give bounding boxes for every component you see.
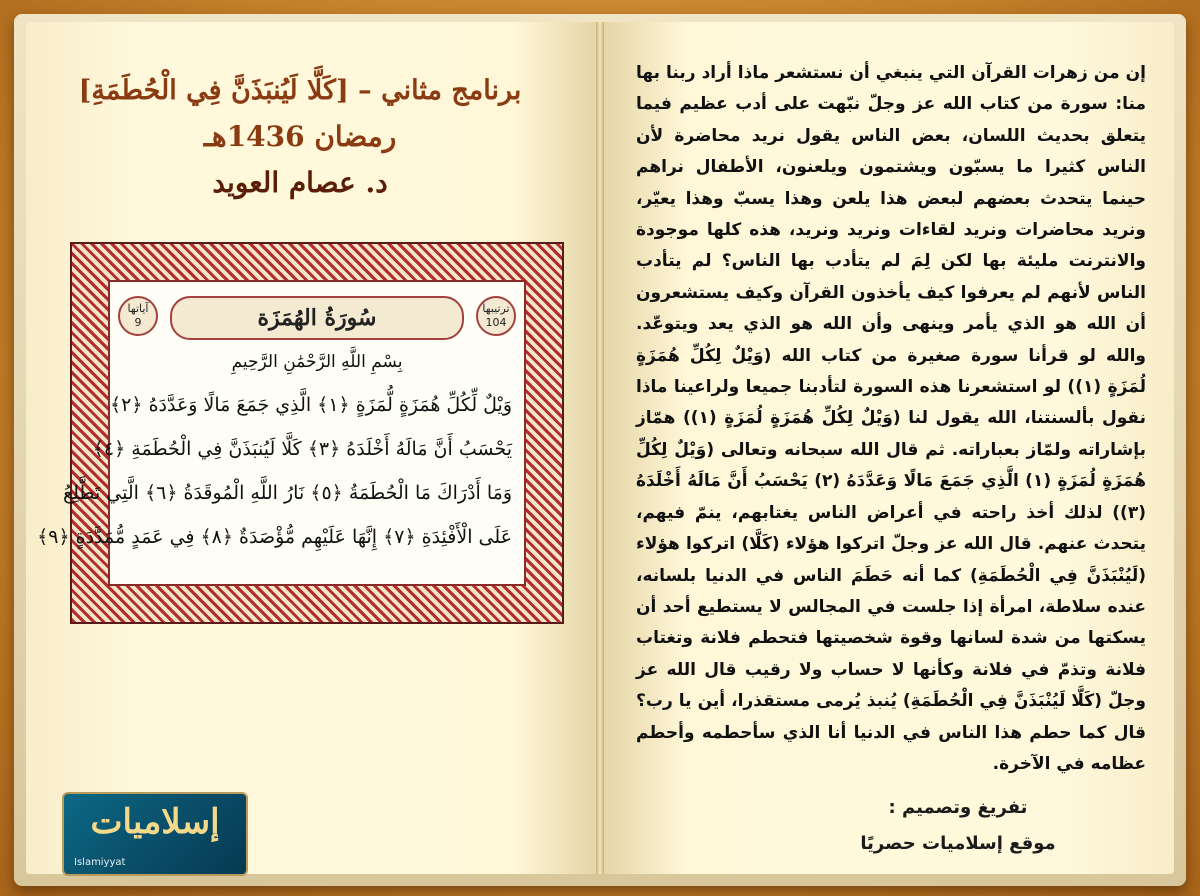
ayah-line: يَحْسَبُ أَنَّ مَالَهُ أَخْلَدَهُ ﴿٣﴾ كَلَّا لَيُنبَذَنَّ فِي الْحُطَمَةِ ﴿٤﴾ [92,438,512,460]
verse-count-roundel: آياتها 9 [118,296,158,336]
credit-label: تفريغ وتصميم : [888,797,1028,818]
islamiyyat-logo [62,792,248,876]
verse-count: 9 [134,316,142,329]
mushaf-frame [37,280,526,586]
program-title-block [40,68,560,206]
surah-title: سُورَةُ الهُمَزَة [170,296,464,340]
surah-number: 104 [485,316,507,329]
program-date: رمضان 1436هـ [203,120,397,153]
basmala-line: بِسْمِ اللَّهِ الرَّحْمَٰنِ الرَّحِيمِ [231,352,403,372]
credit-source: موقع إسلاميات حصريًا [860,833,1056,854]
ayah-line: عَلَى الْأَفْئِدَةِ ﴿٧﴾ إِنَّهَا عَلَيْهِم مُّؤْصَدَةٌ ﴿٨﴾ فِي عَمَدٍ مُّمَدَّدَةٍ ﴿٩﴾ [37,526,512,548]
transcript-text: إن من زهرات القرآن التي ينبغي أن نستشعر ماذا أراد ربنا بها منا: سورة من كتاب الله عز وجلّ نبّهت على أدب عظيم فيما يتعلق بحديث اللسان، بعض الناس يقول نريد محاضرة لأن الناس كثيرا ما يسبّون ويشتمون ويلعنون، الأطفال نراهم حينما يتحدث بعضهم لبعض هذا يلعن وهذا يسبّ وهذا يعيّر، ونريد محاضرات ونريد لقاءات ونريد ونريد، هذه كلها موجودة والانترنت مليئة بها لكن لِمَ لم يتأدب بها الناس؟ لم يتأدب الناس لأنهم لم يعرفوا كيف يأخذون القرآن وكيف يستشعرون أن الله هو الذي يأمر وينهى وأن الله هو الذي يعد ويتوعّد. والله لو قرأنا سورة صغيرة من كتاب الله (وَيْلٌ لِكُلِّ هُمَزَةٍ لُمَزَةٍ (١)) لو استشعرنا هذه السورة لتأدبنا جميعا ولراعينا ماذا نقول بألسنتنا، الله يقول لنا (وَيْلٌ لِكُلِّ هُمَزَةٍ لُمَزَةٍ (١)) همّاز بإشاراته ولمّاز بعباراته. ثم قال الله سبحانه وتعالى (وَيْلٌ لِكُلِّ هُمَزَةٍ لُمَزَةٍ (١) الَّذِي جَمَعَ مَالًا وَعَدَّدَهُ (٢) يَحْسَبُ أَنَّ مَالَهُ أَخْلَدَهُ (٣)) لذلك أخذ راحته في أعراض الناس يغتابهم، ينمّ فيهم، يتحدث عنهم. قال الله عز وجلّ اتركوا هؤلاء (كَلَّا) اتركوا هؤلاء (لَيُنْبَذَنَّ فِي الْحُطَمَةِ) كما أنه حَطَمَ الناس في الدنيا بلسانه، عنده سلاطة، امرأة إذا جلست في المجالس لا يستطيع أحد أن يسكتها من شدة لسانها وقوة شخصيتها فتحطم فلانة وتغتاب فلانة وتذمّ في فلانة وكأنها لا حساب ولا رقيب قال الله عز وجلّ (كَلَّا لَيُنْبَذَنَّ فِي الْحُطَمَةِ) يُنبذ يُرمى مستقذرا، أين يا رب؟ قال كما حطم هذا الناس في الدنيا أنا الذي سأحطمه وأحطم عظامه في الآخرة. [636,63,1147,774]
ayah-line: وَيْلٌ لِّكُلِّ هُمَزَةٍ لُّمَزَةٍ ﴿١﴾ الَّذِي جَمَعَ مَالًا وَعَدَّدَهُ ﴿٢﴾ [110,394,512,416]
ayah-line: وَمَا أَدْرَاكَ مَا الْحُطَمَةُ ﴿٥﴾ نَارُ اللَّهِ الْمُوقَدَةُ ﴿٦﴾ الَّتِي تَطَّلِعُ [62,482,512,504]
program-author: د. عصام العويد [212,166,388,199]
logo-latin: Islamiyyat [74,857,126,868]
program-title: برنامج مثاني – [كَلَّا لَيُنبَذَنَّ فِي الْحُطَمَةِ] [78,75,522,106]
book-spine [596,22,604,874]
credit-block [778,790,1138,862]
logo-arabic: إسلاميات [90,802,220,842]
surah-number-roundel: ترتيبها 104 [476,296,516,336]
mushaf-page-image [37,242,564,624]
